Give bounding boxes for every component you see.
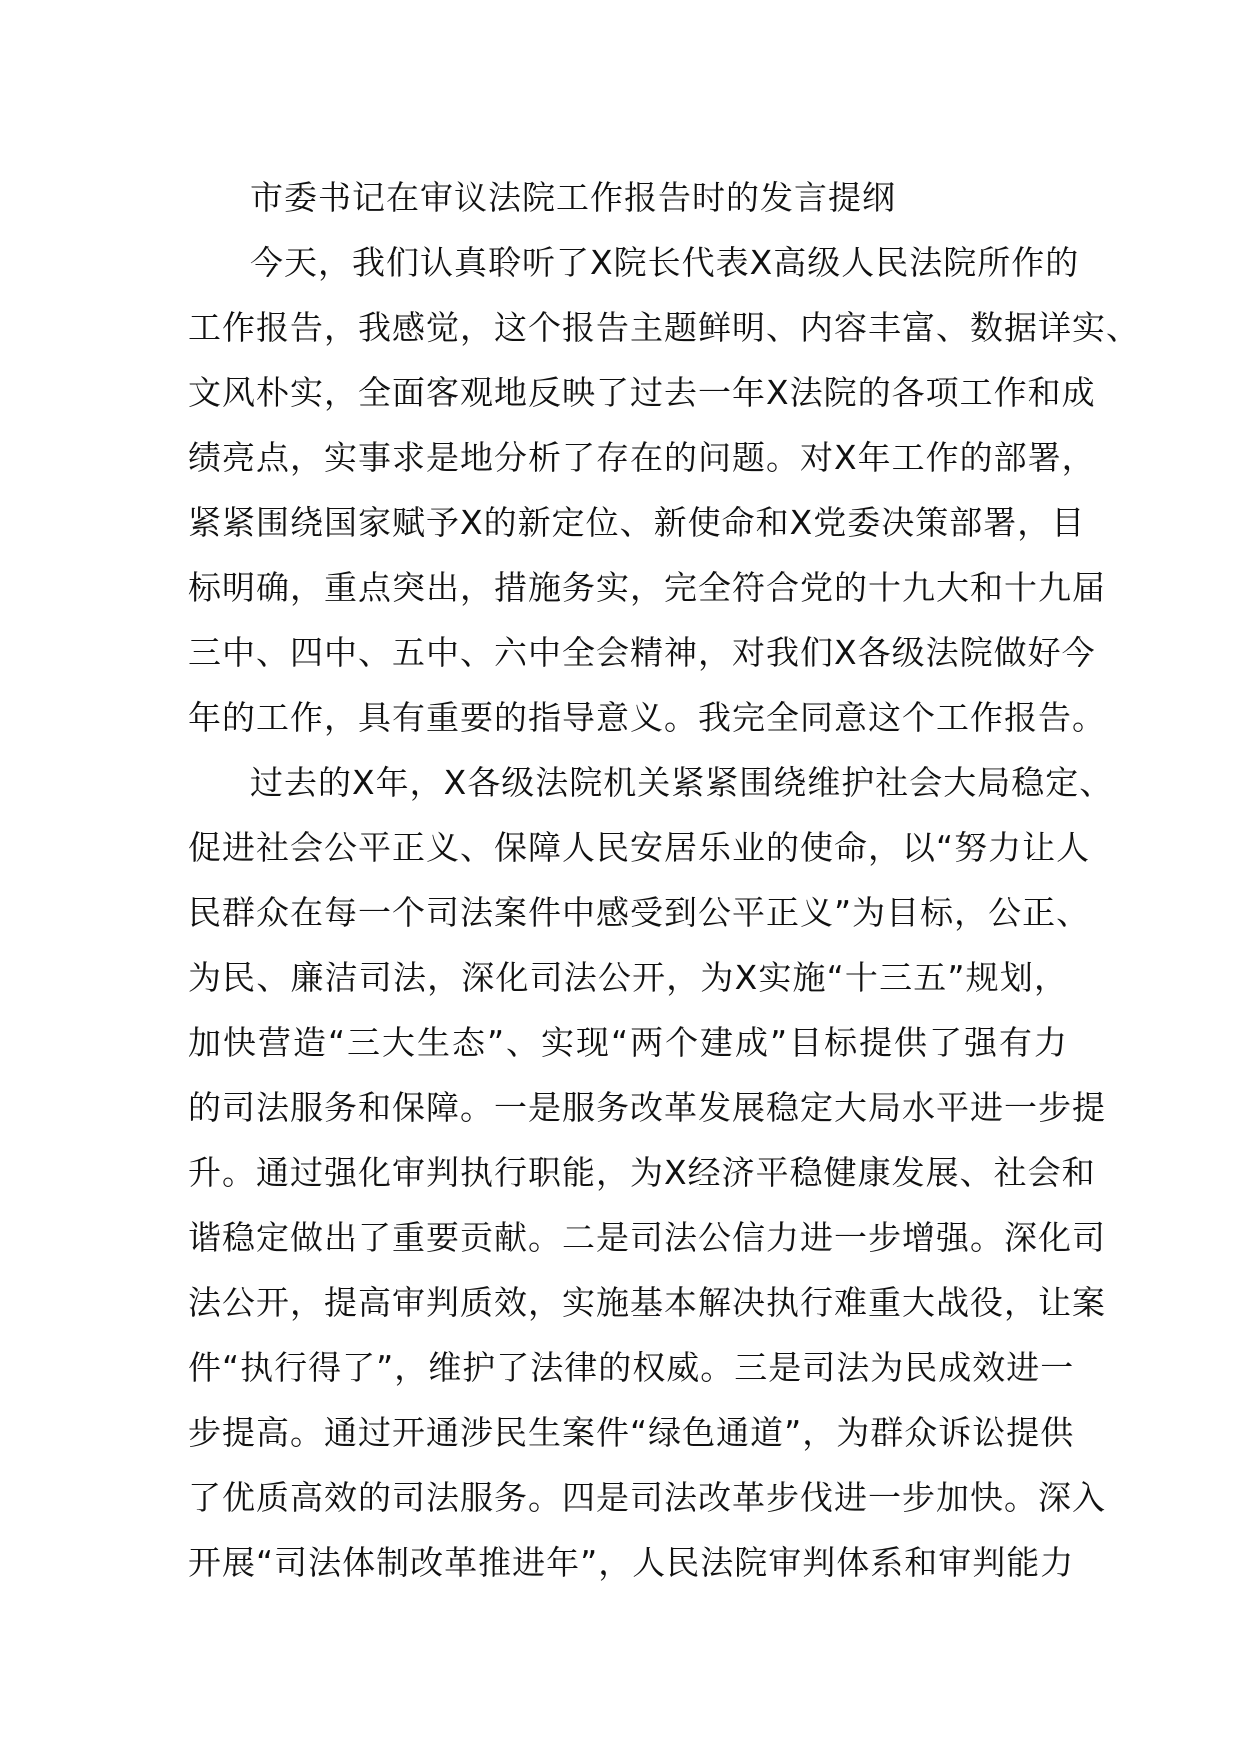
paragraph-line: 了优质高效的司法服务。四是司法改革步伐进一步加快。深入 [188,1478,1106,1517]
paragraph-line: 文风朴实，全面客观地反映了过去一年X法院的各项工作和成 [188,373,1096,412]
document-title: 市委书记在审议法院工作报告时的发言提纲 [250,178,896,217]
paragraph-line: 过去的X年，X各级法院机关紧紧围绕维护社会大局稳定、 [250,763,1114,802]
paragraph-line: 三中、四中、五中、六中全会精神，对我们X各级法院做好今 [188,633,1096,672]
paragraph-line: 绩亮点，实事求是地分析了存在的问题。对X年工作的部署， [188,438,1096,477]
paragraph-line: 标明确，重点突出，措施务实，完全符合党的十九大和十九届 [188,568,1106,607]
paragraph-line: 促进社会公平正义、保障人民安居乐业的使命，以“努力让人 [188,828,1091,867]
paragraph-line: 民群众在每一个司法案件中感受到公平正义”为目标，公正、 [188,893,1091,932]
paragraph-line: 工作报告，我感觉，这个报告主题鲜明、内容丰富、数据详实、 [188,308,1140,347]
paragraph-line: 为民、廉洁司法，深化司法公开，为X实施“十三五”规划， [188,958,1068,997]
paragraph-line: 紧紧围绕国家赋予X的新定位、新使命和X党委决策部署，目 [188,503,1086,542]
paragraph-line: 步提高。通过开通涉民生案件“绿色通道”，为群众诉讼提供 [188,1413,1075,1452]
paragraph-1 [188,230,1140,750]
paragraph-2 [188,750,1114,1595]
paragraph-line: 开展“司法体制改革推进年”，人民法院审判体系和审判能力 [188,1543,1075,1582]
paragraph-line: 件“执行得了”，维护了法律的权威。三是司法为民成效进一 [188,1348,1075,1387]
paragraph-line: 升。通过强化审判执行职能，为X经济平稳健康发展、社会和 [188,1153,1096,1192]
document-body [188,165,1140,1595]
paragraph-line: 法公开，提高审判质效，实施基本解决执行难重大战役，让案 [188,1283,1106,1322]
paragraph-line: 谐稳定做出了重要贡献。二是司法公信力进一步增强。深化司 [188,1218,1106,1257]
paragraph-line: 年的工作，具有重要的指导意义。我完全同意这个工作报告。 [188,698,1106,737]
paragraph-line: 的司法服务和保障。一是服务改革发展稳定大局水平进一步提 [188,1088,1106,1127]
paragraph-line: 加快营造“三大生态”、实现“两个建成”目标提供了强有力 [188,1023,1068,1062]
paragraph-line: 今天，我们认真聆听了X院长代表X高级人民法院所作的 [250,243,1080,282]
